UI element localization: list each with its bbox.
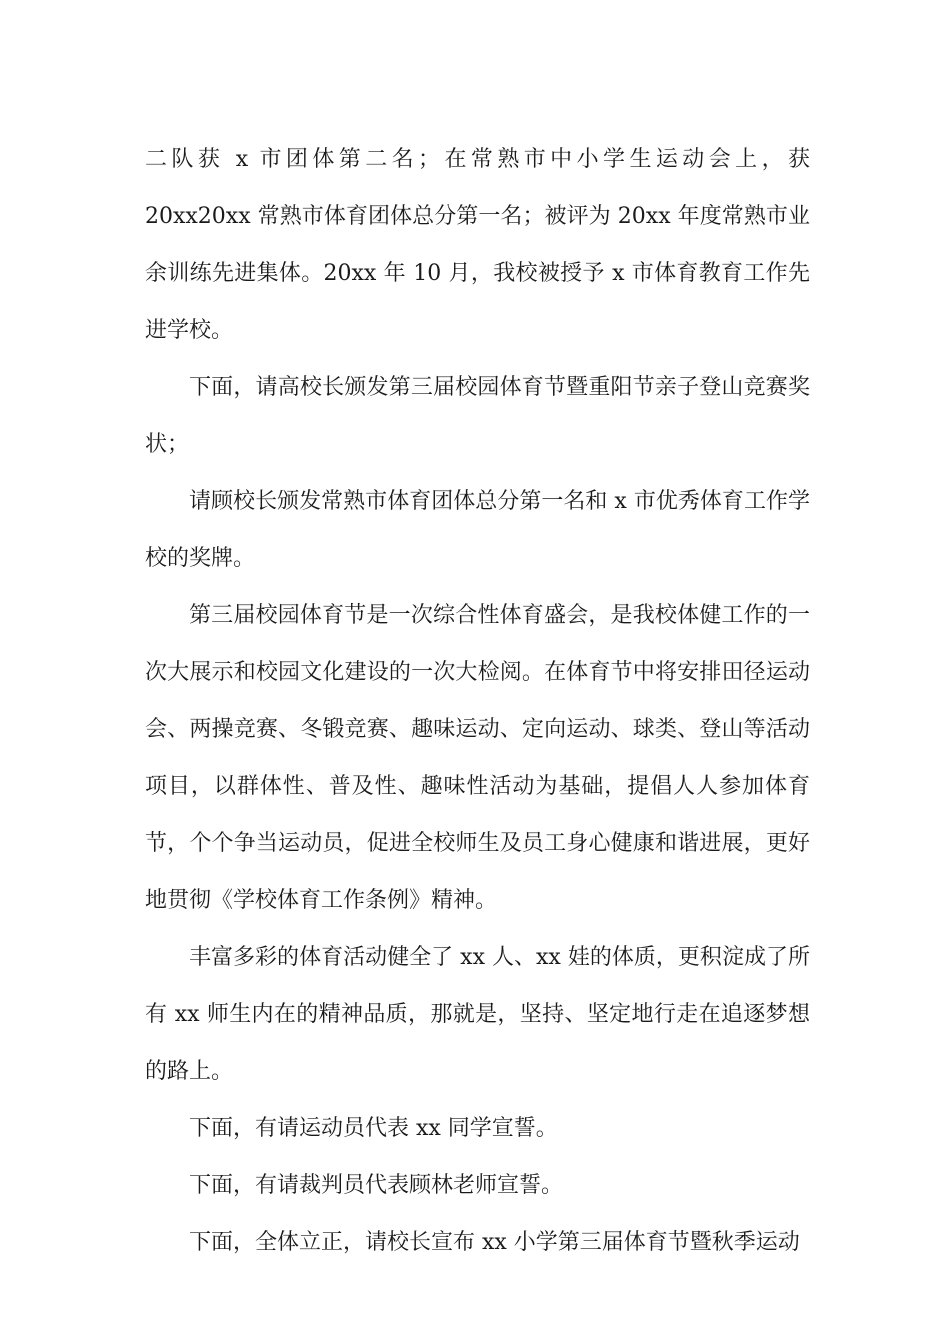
paragraph-1: 二队获 x 市团体第二名；在常熟市中小学生运动会上，获 20xx20xx 常熟市体育团体总分第一名；被评为 20xx 年度常熟市业余训练先进集体。20xx 年 10 月，我校被授予 x 市体育教育工作先进学校。 bbox=[145, 147, 810, 343]
paragraph-7: 下面，有请裁判员代表顾林老师宣誓。 bbox=[189, 1173, 564, 1198]
paragraph-5: 丰富多彩的体育活动健全了 xx 人、xx 娃的体质，更积淀成了所有 xx 师生内在的精神品质，那就是，坚持、坚定地行走在追逐梦想的路上。 bbox=[145, 945, 810, 1084]
paragraph-3: 请顾校长颁发常熟市体育团体总分第一名和 x 市优秀体育工作学校的奖牌。 bbox=[145, 489, 810, 571]
document-body bbox=[145, 131, 810, 1271]
paragraph-6: 下面，有请运动员代表 xx 同学宣誓。 bbox=[189, 1116, 558, 1141]
paragraph-4: 第三届校园体育节是一次综合性体育盛会，是我校体健工作的一次大展示和校园文化建设的一次大检阅。在体育节中将安排田径运动会、两操竞赛、冬锻竞赛、趣味运动、定向运动、球类、登山等活动项目，以群体性、普及性、趣味性活动为基础，提倡人人参加体育节，个个争当运动员，促进全校师生及员工身心健康和谐进展，更好地贯彻《学校体育工作条例》精神。 bbox=[145, 603, 810, 913]
paragraph-2: 下面，请高校长颁发第三届校园体育节暨重阳节亲子登山竞赛奖状； bbox=[145, 375, 810, 457]
paragraph-8: 下面，全体立正，请校长宣布 xx 小学第三届体育节暨秋季运动 bbox=[189, 1230, 800, 1255]
